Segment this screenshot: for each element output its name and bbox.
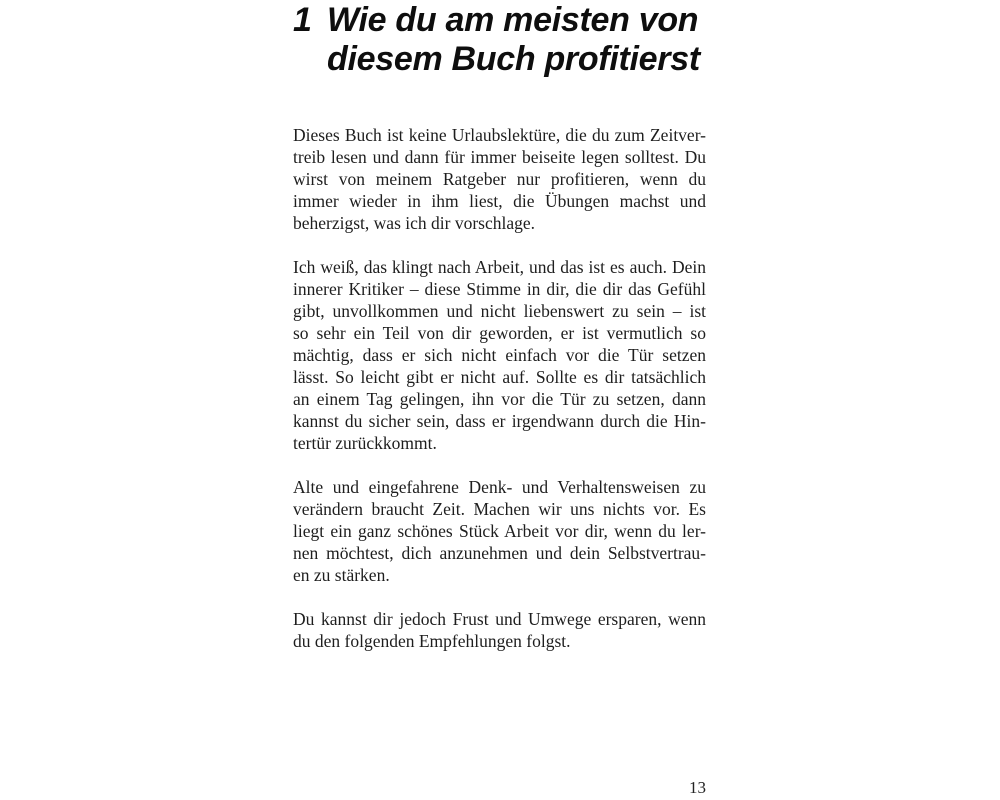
text-line: en zu stärken. xyxy=(293,565,390,585)
text-line: wirst von meinem Ratgeber nur profitieren, wenn du xyxy=(293,169,706,189)
text-line: Dieses Buch ist keine Urlaubslektüre, die du zum Zeitver- xyxy=(293,125,706,145)
text-line: nen möchtest, dich anzunehmen und dein Selbstvertrau- xyxy=(293,543,706,563)
text-line: liegt ein ganz schönes Stück Arbeit vor dir, wenn du ler- xyxy=(293,521,706,541)
chapter-title xyxy=(327,1,700,79)
paragraph xyxy=(293,124,706,234)
body-text xyxy=(293,124,706,674)
page-number: 13 xyxy=(689,778,706,797)
text-line: lässt. So leicht gibt er nicht auf. Sollte es dir tatsächlich xyxy=(293,367,706,387)
text-line: kannst du sicher sein, dass er irgendwann durch die Hin- xyxy=(293,411,706,431)
text-line: innerer Kritiker – diese Stimme in dir, die dir das Gefühl xyxy=(293,279,706,299)
text-line: beherzigst, was ich dir vorschlage. xyxy=(293,213,536,233)
text-line: gibt, unvollkommen und nicht liebenswert zu sein – ist xyxy=(293,301,706,321)
chapter-number: 1 xyxy=(293,1,312,39)
text-line: an einem Tag gelingen, ihn vor die Tür zu setzen, dann xyxy=(293,389,706,409)
paragraph xyxy=(293,256,706,454)
chapter-title-line-2: diesem Buch profitierst xyxy=(327,40,700,78)
text-line: treib lesen und dann für immer beiseite legen solltest. Du xyxy=(293,147,706,167)
text-line: so sehr ein Teil von dir geworden, er ist vermutlich so xyxy=(293,323,706,343)
text-line: tertür zurückkommt. xyxy=(293,433,437,453)
text-line: Ich weiß, das klingt nach Arbeit, und das ist es auch. Dein xyxy=(293,257,706,277)
paragraph xyxy=(293,608,706,652)
text-line: du den folgenden Empfehlungen folgst. xyxy=(293,631,571,651)
chapter-title-line-1: Wie du am meisten von xyxy=(327,1,699,39)
text-line: Alte und eingefahrene Denk- und Verhaltensweisen zu xyxy=(293,477,706,497)
chapter-heading xyxy=(293,1,700,79)
text-line: immer wieder in ihm liest, die Übungen machst und xyxy=(293,191,706,211)
text-line: mächtig, dass er sich nicht einfach vor die Tür setzen xyxy=(293,345,706,365)
text-line: verändern braucht Zeit. Machen wir uns nichts vor. Es xyxy=(293,499,706,519)
text-line: Du kannst dir jedoch Frust und Umwege ersparen, wenn xyxy=(293,609,706,629)
paragraph xyxy=(293,476,706,586)
